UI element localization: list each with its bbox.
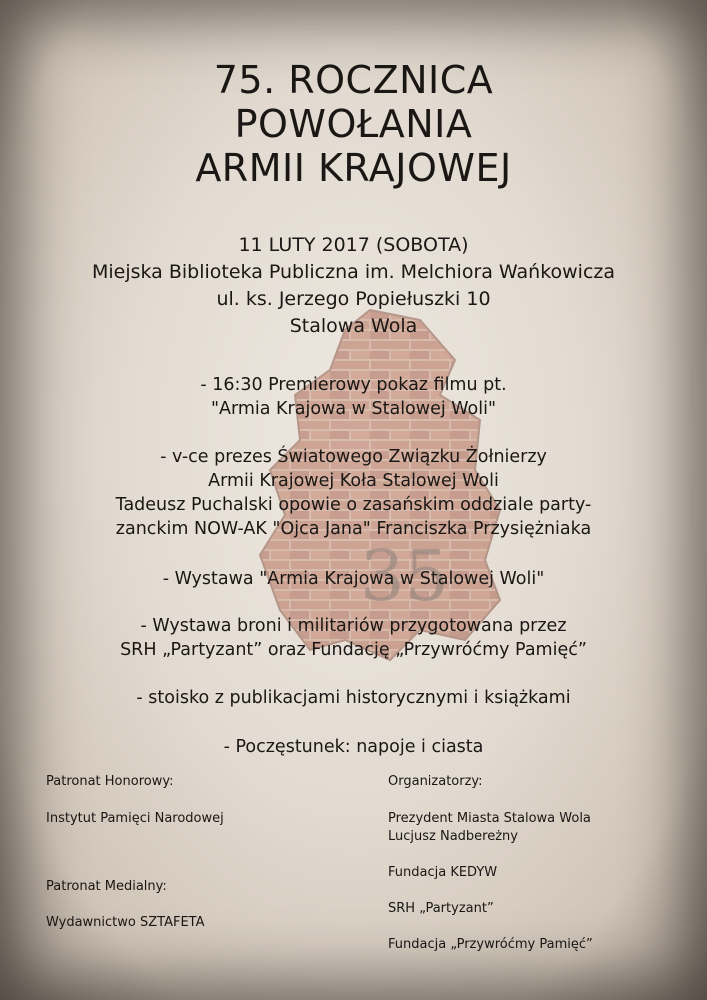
program-item-refreshments: [0, 735, 707, 759]
program-text: "Armia Krajowa w Stalowej Woli": [210, 399, 497, 419]
honorary-patron: Instytut Pamięci Narodowej: [46, 811, 224, 826]
media-patron: Wydawnictwo SZTAFETA: [46, 915, 205, 930]
title-line-3: ARMII KRAJOWEJ: [195, 146, 512, 190]
program-item-weapons: [0, 614, 707, 662]
program-text: - v-ce prezes Światowego Związku Żołnierzy: [160, 447, 547, 467]
organizer-2: Fundacja KEDYW: [388, 865, 498, 880]
program-text: - Wystawa broni i militariów przygotowana przez: [140, 616, 567, 636]
event-info: [0, 232, 707, 340]
title-line-1: 75. ROCZNICA: [213, 58, 494, 102]
event-date: 11 LUTY 2017 (SOBOTA): [238, 234, 469, 256]
svg-text:35: 35: [360, 535, 450, 617]
organizer-text: Lucjusz Nadbereżny: [388, 829, 518, 844]
media-patronage-label: Patronat Medialny:: [46, 879, 167, 894]
event-venue: Miejska Biblioteka Publiczna im. Melchiora Wańkowicza: [91, 261, 616, 283]
program-item-books: [0, 686, 707, 710]
organizer-text: Prezydent Miasta Stalowa Wola: [388, 811, 591, 826]
organizer-1: [388, 810, 591, 846]
program-item-talk: [0, 445, 707, 541]
program-text: Armii Krajowej Koła Stalowej Woli: [208, 471, 499, 491]
program-item-film: [0, 373, 707, 421]
program-text: Tadeusz Puchalski opowie o zasańskim oddziale party-: [115, 495, 592, 515]
program-text: - stoisko z publikacjami historycznymi i książkami: [136, 688, 571, 708]
organizer-3: SRH „Partyzant”: [388, 901, 494, 916]
poster-title: [0, 58, 707, 190]
event-street: ul. ks. Jerzego Popiełuszki 10: [216, 288, 491, 310]
program-item-exhibition: [0, 567, 707, 591]
program-text: SRH „Partyzant” oraz Fundację „Przywróćmy Pamięć”: [120, 640, 587, 660]
program-text: - Poczęstunek: napoje i ciasta: [223, 737, 484, 757]
organizers-label: Organizatorzy:: [388, 774, 483, 789]
organizer-4: Fundacja „Przywróćmy Pamięć”: [388, 937, 593, 952]
program-text: zanckim NOW-AK "Ojca Jana" Franciszka Przysiężniaka: [115, 519, 592, 539]
program-text: - Wystawa "Armia Krajowa w Stalowej Woli": [162, 569, 545, 589]
event-city: Stalowa Wola: [289, 315, 418, 337]
title-line-2: POWOŁANIA: [234, 102, 473, 146]
program-text: - 16:30 Premierowy pokaz filmu pt.: [200, 375, 507, 395]
honorary-patronage-label: Patronat Honorowy:: [46, 774, 174, 789]
